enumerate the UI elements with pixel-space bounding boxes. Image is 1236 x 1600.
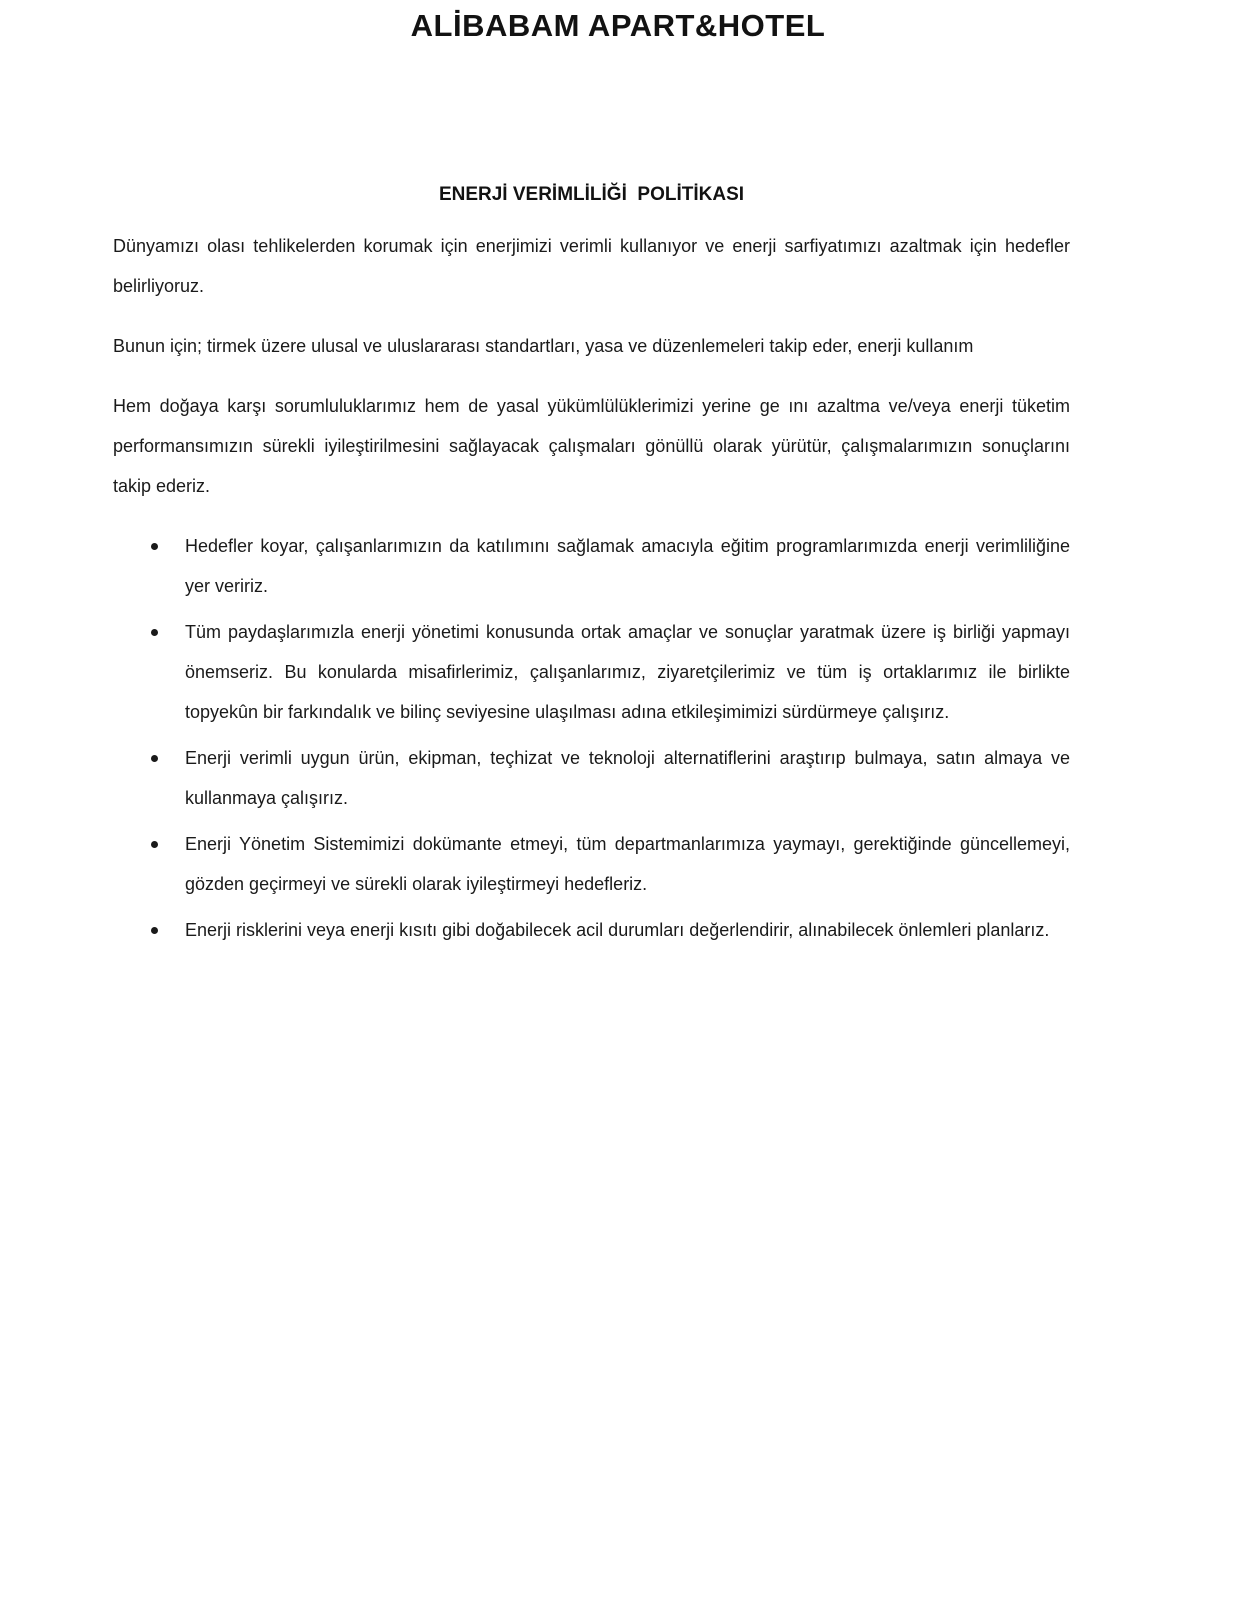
policy-heading: ENERJİ VERİMLİLİĞİ POLİTİKASI [438, 184, 745, 205]
bullet-item [113, 910, 1070, 950]
bullet-dot-icon [151, 841, 158, 848]
bullet-item [113, 526, 1070, 606]
bullet-item [113, 824, 1070, 904]
bullet-item [113, 738, 1070, 818]
document-title: ALİBABAM APART&HOTEL [410, 8, 826, 43]
paragraph: Hem doğaya karşı sorumluluklarımız hem de yasal yükümlülüklerimizi yerine ge ını azaltma ve/veya enerji tüketim performansımızın sürekli iyileştirilmesini sağlayacak çalışmaları gönüllü olarak yürütür, çalışmalarımızın sonuçlarını takip ederiz. [113, 396, 1070, 496]
paragraph: Dünyamızı olası tehlikelerden korumak için enerjimizi verimli kullanıyor ve enerji sarfiyatımızı azaltmak için hedefler belirliyoruz. [113, 236, 1070, 296]
bullet-dot-icon [151, 629, 158, 636]
bullet-text: Enerji risklerini veya enerji kısıtı gibi doğabilecek acil durumları değerlendirir, alınabilecek önlemleri planlarız. [185, 920, 1050, 940]
bullet-text: Enerji verimli uygun ürün, ekipman, teçhizat ve teknoloji alternatiflerini araştırıp bulmaya, satın almaya ve kullanmaya çalışırız. [185, 748, 1070, 808]
paragraph: Bunun için; tirmek üzere ulusal ve uluslararası standartları, yasa ve düzenlemeleri takip eder, enerji kullanım [113, 336, 974, 356]
bullet-text: Enerji Yönetim Sistemimizi dokümante etmeyi, tüm departmanlarımıza yaymayı, gerektiğinde güncellemeyi, gözden geçirmeyi ve sürekli olarak iyileştirmeyi hedefleriz. [185, 834, 1070, 894]
bullet-dot-icon [151, 927, 158, 934]
bullet-text: Tüm paydaşlarımızla enerji yönetimi konusunda ortak amaçlar ve sonuçlar yaratmak üzere iş birliği yapmayı önemseriz. Bu konularda misafirlerimiz, çalışanlarımız, ziyaretçilerimiz ve tüm iş ortaklarımız ile birlikte topyekûn bir farkındalık ve bilinç seviyesine ulaşılması adına etkileşimimizi sürdürmeye çalışırız. [185, 622, 1070, 722]
policy-bullet-list [113, 526, 1070, 950]
document-body [113, 181, 1070, 950]
bullet-text: Hedefler koyar, çalışanlarımızın da katılımını sağlamak amacıyla eğitim programlarımızda enerji verimliliğine yer veririz. [185, 536, 1070, 596]
bullet-dot-icon [151, 543, 158, 550]
bullet-item [113, 612, 1070, 732]
bullet-dot-icon [151, 755, 158, 762]
